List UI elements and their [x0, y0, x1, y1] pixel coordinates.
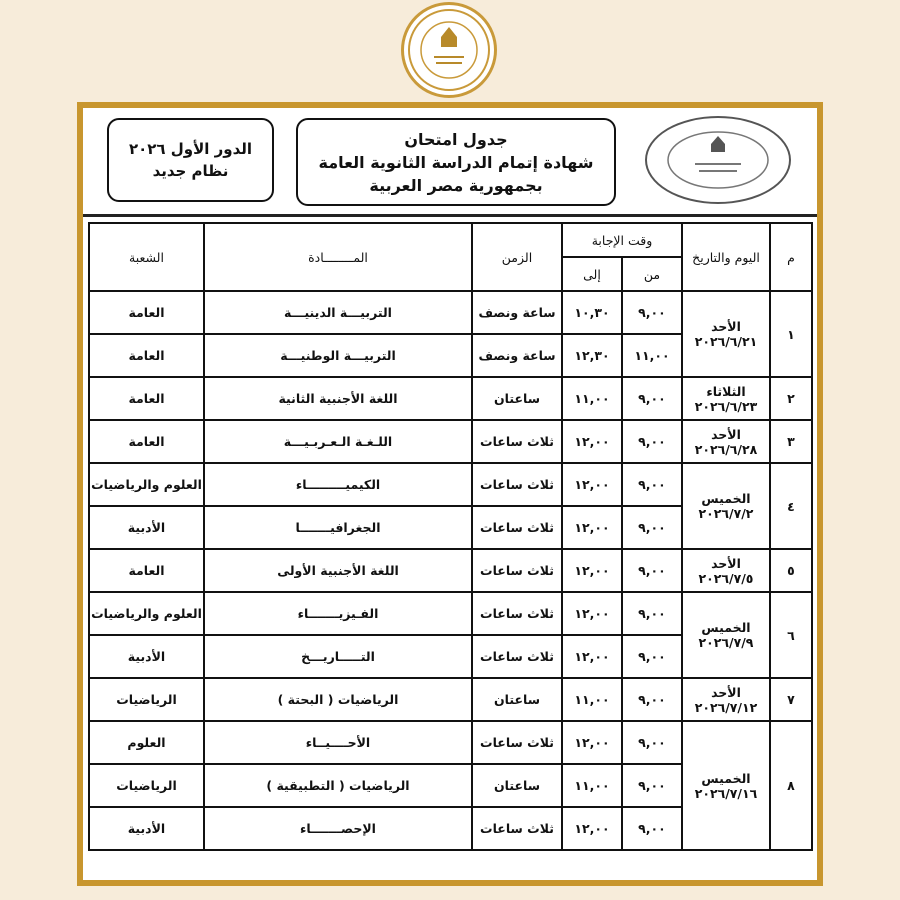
subject: الرياضيات ( التطبيقية ) — [204, 764, 472, 807]
col-header-answer-time: وقت الإجابة — [562, 223, 682, 257]
exam-date: ٢٠٢٦/٧/٥ — [698, 570, 754, 586]
branch: العلوم والرياضيات — [89, 463, 204, 506]
branch: الرياضيات — [89, 678, 204, 721]
exam-date: ٢٠٢٦/٦/٢١ — [694, 334, 758, 349]
day-date-cell — [682, 678, 770, 721]
document-frame — [77, 102, 823, 886]
duration: ثلاث ساعات — [472, 721, 562, 764]
col-header-num: م — [770, 223, 812, 291]
subject: اللغة الأجنبية الثانية — [204, 377, 472, 420]
exam-round-box — [107, 118, 274, 202]
exam-date: ٢٠٢٦/٧/١٢ — [694, 699, 758, 715]
start-time: ٩,٠٠ — [622, 635, 682, 678]
end-time: ١٢,٠٠ — [562, 420, 622, 463]
duration: ثلاث ساعات — [472, 592, 562, 635]
duration: ثلاث ساعات — [472, 807, 562, 850]
branch: الأدبية — [89, 506, 204, 549]
row-number: ٢ — [770, 377, 812, 420]
day-date-cell — [682, 549, 770, 592]
exam-schedule-table — [88, 222, 813, 851]
day-name: الخميس — [701, 770, 751, 786]
end-time: ١١,٠٠ — [562, 764, 622, 807]
start-time: ٩,٠٠ — [622, 549, 682, 592]
exam-date: ٢٠٢٦/٧/٩ — [698, 635, 754, 650]
divider — [83, 214, 817, 217]
end-time: ١٠,٣٠ — [562, 291, 622, 334]
exam-round: الدور الأول ٢٠٢٦ — [128, 140, 253, 158]
ministry-seal-logo — [401, 2, 497, 98]
exam-date: ٢٠٢٦/٧/١٦ — [694, 785, 758, 801]
start-time: ٩,٠٠ — [622, 807, 682, 850]
start-time: ٩,٠٠ — [622, 506, 682, 549]
day-name: الأحد — [711, 684, 741, 700]
table-row — [89, 678, 812, 721]
col-header-to: إلى — [562, 257, 622, 291]
subject: الجغرافيـــــــا — [204, 506, 472, 549]
title-box — [296, 118, 616, 206]
col-header-from: من — [622, 257, 682, 291]
table-row — [89, 377, 812, 420]
duration: ساعتان — [472, 377, 562, 420]
end-time: ١٢,٠٠ — [562, 635, 622, 678]
subject: التربيـــة الوطنيـــة — [204, 334, 472, 377]
branch: العامة — [89, 377, 204, 420]
duration: ساعة ونصف — [472, 291, 562, 334]
subject: اللغة الأجنبية الأولى — [204, 549, 472, 592]
day-date-cell — [682, 463, 770, 549]
day-name: الخميس — [701, 620, 751, 635]
row-number: ١ — [770, 291, 812, 377]
end-time: ١١,٠٠ — [562, 678, 622, 721]
branch: العامة — [89, 291, 204, 334]
branch: العامة — [89, 334, 204, 377]
subject: التـــــاريـــخ — [204, 635, 472, 678]
col-header-duration: الزمن — [472, 223, 562, 291]
duration: ساعتان — [472, 764, 562, 807]
duration: ثلاث ساعات — [472, 549, 562, 592]
branch: العلوم — [89, 721, 204, 764]
subject: الكيميـــــــــاء — [204, 463, 472, 506]
end-time: ١٢,٠٠ — [562, 807, 622, 850]
branch: العلوم والرياضيات — [89, 592, 204, 635]
table-row — [89, 721, 812, 764]
day-name: الخميس — [701, 491, 751, 506]
table-row — [89, 463, 812, 506]
day-name: الأحد — [711, 319, 741, 334]
day-date-cell — [682, 592, 770, 678]
day-name: الثلاثاء — [706, 383, 746, 399]
row-number: ٦ — [770, 592, 812, 678]
start-time: ٩,٠٠ — [622, 678, 682, 721]
duration: ثلاث ساعات — [472, 635, 562, 678]
duration: ثلاث ساعات — [472, 463, 562, 506]
certificate-title: شهادة إتمام الدراسة الثانوية العامة — [318, 153, 594, 172]
subject: التربيـــة الدينيـــة — [204, 291, 472, 334]
duration: ساعتان — [472, 678, 562, 721]
end-time: ١٢,٠٠ — [562, 721, 622, 764]
day-date-cell — [682, 377, 770, 420]
end-time: ١٢,٠٠ — [562, 463, 622, 506]
subject: الفـيزيـــــــاء — [204, 592, 472, 635]
page-title: جدول امتحان — [404, 130, 508, 149]
branch: الأدبية — [89, 807, 204, 850]
end-time: ١٢,٠٠ — [562, 592, 622, 635]
subject: اللـغـة الـعـربـيـــة — [204, 420, 472, 463]
subject: الأحــــيــاء — [204, 721, 472, 764]
exam-date: ٢٠٢٦/٦/٢٣ — [694, 398, 758, 414]
table-row — [89, 291, 812, 334]
ministry-seal-logo-small — [645, 116, 791, 204]
table-body — [89, 291, 812, 850]
start-time: ٩,٠٠ — [622, 764, 682, 807]
table-row — [89, 420, 812, 463]
row-number: ٣ — [770, 420, 812, 463]
branch: الأدبية — [89, 635, 204, 678]
col-header-branch: الشعبة — [89, 223, 204, 291]
end-time: ١٢,٣٠ — [562, 334, 622, 377]
day-date-cell — [682, 420, 770, 463]
day-name: الأحد — [711, 555, 741, 571]
start-time: ٩,٠٠ — [622, 592, 682, 635]
col-header-day: اليوم والتاريخ — [682, 223, 770, 291]
exam-date: ٢٠٢٦/٧/٢ — [698, 506, 754, 521]
document-header — [83, 108, 817, 218]
end-time: ١١,٠٠ — [562, 377, 622, 420]
subject: الإحصـــــــاء — [204, 807, 472, 850]
start-time: ٩,٠٠ — [622, 420, 682, 463]
country-title: بجمهورية مصر العربية — [369, 176, 543, 195]
duration: ساعة ونصف — [472, 334, 562, 377]
duration: ثلاث ساعات — [472, 420, 562, 463]
start-time: ٩,٠٠ — [622, 463, 682, 506]
subject: الرياضيات ( البحتة ) — [204, 678, 472, 721]
branch: العامة — [89, 420, 204, 463]
start-time: ٩,٠٠ — [622, 291, 682, 334]
table-row — [89, 592, 812, 635]
exam-date: ٢٠٢٦/٦/٢٨ — [694, 441, 758, 457]
day-name: الأحد — [711, 426, 741, 442]
col-header-subject: المــــــــادة — [204, 223, 472, 291]
row-number: ٧ — [770, 678, 812, 721]
row-number: ٥ — [770, 549, 812, 592]
duration: ثلاث ساعات — [472, 506, 562, 549]
branch: الرياضيات — [89, 764, 204, 807]
start-time: ١١,٠٠ — [622, 334, 682, 377]
row-number: ٤ — [770, 463, 812, 549]
start-time: ٩,٠٠ — [622, 377, 682, 420]
start-time: ٩,٠٠ — [622, 721, 682, 764]
table-row — [89, 549, 812, 592]
day-date-cell — [682, 721, 770, 850]
exam-system: نظام جديد — [152, 162, 229, 180]
end-time: ١٢,٠٠ — [562, 549, 622, 592]
end-time: ١٢,٠٠ — [562, 506, 622, 549]
branch: العامة — [89, 549, 204, 592]
day-date-cell — [682, 291, 770, 377]
row-number: ٨ — [770, 721, 812, 850]
